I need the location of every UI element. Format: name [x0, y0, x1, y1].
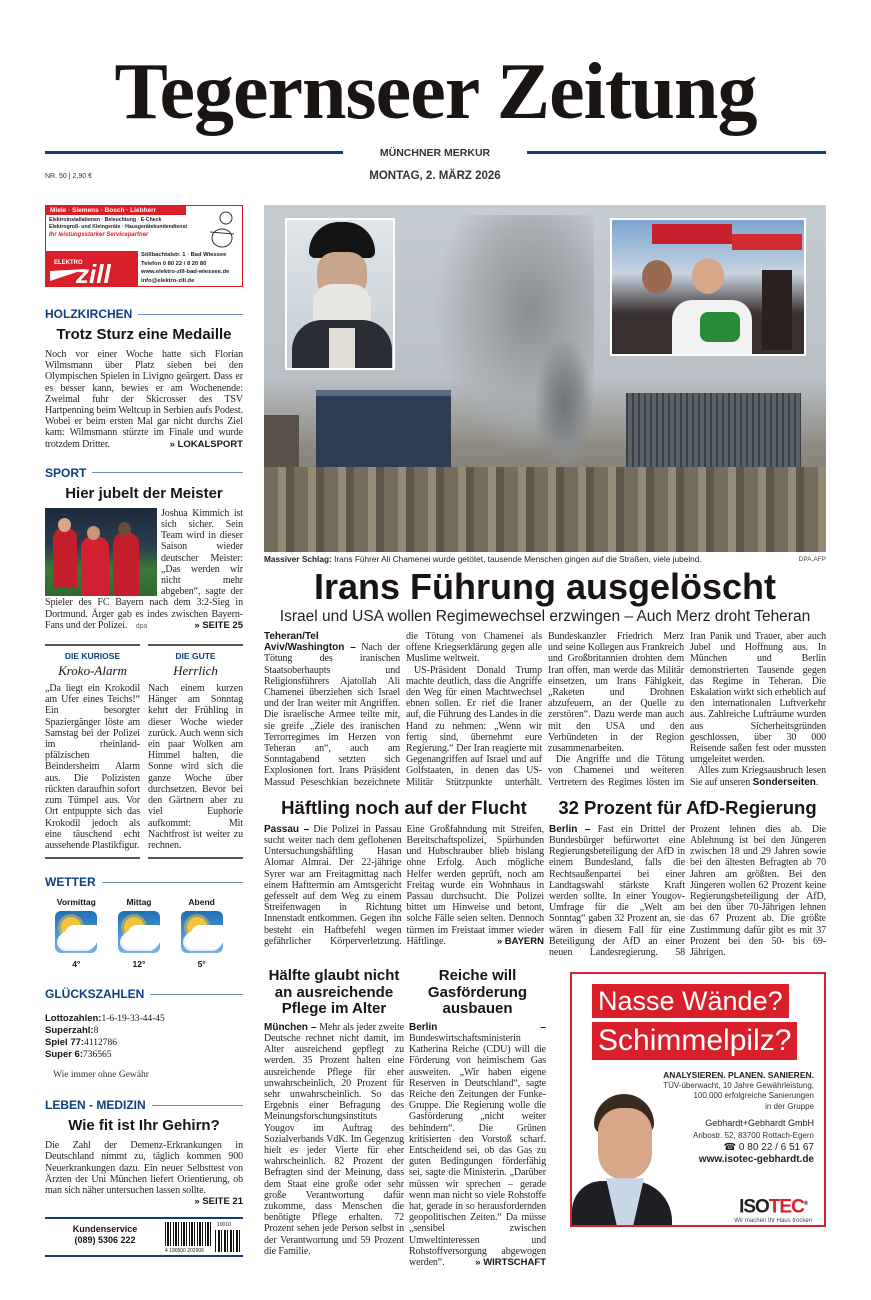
issue-date: MONTAG, 2. MÄRZ 2026	[369, 170, 501, 182]
teaser-medizin[interactable]	[45, 1098, 243, 1207]
lottery-note: Wie immer ohne Gewähr	[53, 1070, 149, 1081]
article-gas-block	[409, 968, 546, 1268]
photo-credit: DPA,AFP	[798, 556, 826, 563]
ad-person-photo	[572, 1086, 672, 1227]
weather-box	[45, 875, 243, 969]
bottom-row	[264, 968, 826, 1268]
lead-paragraph: US-Präsident Donald Trump machte deutlich, dass die Angriffe den Weg für einen Machtwechsel ebnen sollen. Er rief die Iraner auf, die Führung des Landes in die Hand zu nehmen: „Wenn wir fertig sind, übernehmt eure Regierung.“ Der Iran reagierte mit Gegenangriffen auf Israel und auf Golfstaaten, in denen das US-Militär Stützpunkte unterhält. Bundeskanzler Friedrich Merz und seine Kollegen aus Frankreich und Großbritannien drohten dem Iran offen, man werde das Militär einsetzen, um Irans Fähigkeit, „Raketen und Drohnen abzufeuern, an der Quelle zu zerstören“. Dazu werde man auch mit den USA und den Verbündeten in der Region zusammenarbeiten.	[406, 631, 684, 788]
issue-info: NR. 50 | 2,90 €	[45, 173, 92, 180]
section-link[interactable]: » SEITE 21	[194, 1196, 243, 1208]
service-label: Kundenservice	[72, 1224, 138, 1235]
sun-cloud-icon	[118, 911, 160, 953]
weather-temp: 5°	[197, 959, 206, 970]
lottery-row: Lottozahlen:1-6-19-33-44-45	[45, 1013, 165, 1025]
svg-text:zill: zill	[76, 259, 111, 287]
mascot-icon	[206, 210, 238, 250]
section-link[interactable]: » WIRTSCHAFT	[475, 1257, 546, 1269]
special-pages-link[interactable]: Sonderseiten	[752, 776, 816, 788]
lead-paragraph: Alles zum Kriegsausbruch lesen Sie auf unseren Sonderseiten.	[690, 765, 826, 788]
caption-lead: Massiver Schlag:	[264, 554, 332, 564]
barcode	[165, 1222, 243, 1254]
section-kicker: HOLZKIRCHEN	[45, 307, 243, 321]
teaser-text: Nach einem kurzen Hänger am Sonntag kehrt der Frühling in dieser Woche wieder zurück. Auch wenn sich ein paar Wolken am Himmel halten, die Sonne wird sich die ganze Woche über durchsetzen. Bevor bei den Gärtnern aber zu viel Euphorie aufkommt: Mit Nachtfrost ist weiter zu rechnen.	[148, 683, 243, 851]
dateline: Teheran/Tel Aviv/Washington –	[264, 631, 356, 654]
lottery-box	[45, 987, 243, 1080]
ad-website[interactable]: www.elektro-zill-bad-wiessee.de	[141, 269, 230, 276]
ad-phone: 0 80 22 / 6 51 67	[738, 1142, 814, 1154]
lottery-row: Super 6:736565	[45, 1049, 112, 1061]
ad-text: TÜV-überwacht, 10 Jahre Gewährleistung,	[663, 1080, 814, 1090]
portrait-inset	[285, 218, 395, 370]
article-headline[interactable]: 32 Prozent für AfD-Regierung	[558, 796, 817, 818]
teaser-text: Die Zahl der Demenz-Erkrankungen in Deutschland nimmt zu, täglich kommen 900 Neuerkrankungen dazu. Ein neuer Selbsttest von Ärzten der Uni München liefert Orientierung, ob man sich näher untersuchen lassen sollte. » SEITE 21	[45, 1140, 243, 1208]
kuriose-gute-row	[45, 644, 243, 859]
ad-elektro-zill[interactable]	[45, 205, 243, 287]
article-haeftling-block	[264, 797, 544, 958]
article-headline[interactable]: Hälfte glaubt nicht an ausreichende Pflege im Alter	[268, 967, 400, 1018]
barcode-addon: 10010	[217, 1222, 231, 1229]
ad-email[interactable]: info@elektro-zill.de	[141, 277, 195, 284]
section-kicker: WETTER	[45, 875, 243, 889]
sun-cloud-icon	[181, 911, 223, 953]
caption-text: Irans Führer Ali Chamenei wurde getötet, tausende Menschen gingen auf die Straßen, viele jubelnd.	[334, 554, 702, 564]
ad-phone: Telefon 0 80 22 / 8 20 80	[141, 260, 207, 267]
photo-credit: dpa	[135, 622, 148, 630]
teaser-gute[interactable]	[148, 644, 243, 859]
ad-address: Aribostr. 52, 83700 Rottach-Egern	[693, 1130, 814, 1140]
masthead-subtitle: MÜNCHNER MERKUR	[379, 147, 491, 159]
ad-brands: Miele · Siemens · Bosch · Liebherr	[46, 206, 186, 215]
ad-website[interactable]: www.isotec-gebhardt.de	[698, 1153, 814, 1165]
logo-claim: Wir machen Ihr Haus trocken	[734, 1217, 812, 1224]
dateline: München –	[264, 1021, 317, 1033]
ad-text: 100.000 erfolgreiche Sanierungen	[693, 1091, 814, 1101]
article-headline[interactable]: Häftling noch auf der Flucht	[281, 796, 527, 818]
teaser-headline[interactable]: Herrlich	[173, 663, 218, 679]
lottery-row: Spiel 77:4112786	[45, 1037, 117, 1049]
ad-company: Gebhardt+Gebhardt GmbH	[705, 1118, 814, 1129]
article-headline[interactable]: Reiche will Gasförderung ausbauen	[427, 967, 528, 1018]
lead-article	[264, 631, 826, 788]
protest-photo-inset	[610, 218, 806, 356]
ad-headline: Nasse Wände?	[592, 984, 789, 1018]
teaser-text: „Da liegt ein Krokodil am Ufer eines Teichs!“ Ein besorgter Spaziergänger löste am Samstag bei der Polizei im rheinland-pfälzischen Beindersheim Alarm aus. Die Polizisten rückten daraufhin sofort zum Tümpel aus. Vor Ort entpuppte sich das Krokodil jedoch als eine täuschend echt aussehende Plastikfigur.	[45, 683, 140, 851]
section-link[interactable]: » BAYERN	[496, 935, 544, 947]
teaser-headline[interactable]: Kroko-Alarm	[58, 663, 127, 679]
article-gas: Berlin – Bundeswirtschaftsministerin Katherina Reiche (CDU) will die Förderung von heimischem Gas ausweiten. „Wir haben eigene Reserven in Deutschland“, sagte Reiche den Zeitungen der Funke-Gruppe. Die Regierung wolle die Gasförderung „nicht weiter behindern“. Die Grünen kritisierten den Vorstoß scharf. Entscheidend sei, ob das Gas zu guten Bedingungen förderfähig sei, sagte die Ministerin. „Darüber müssen wir sprechen – gerade wenn man nicht so viele Rohstoffe hat, gerade in so herausfordernden geopolitischen Zeiten.“ Da müsse „sensibel zwischen Umweltinteressen und Rohstoffversorgung abgewogen werden“. » WIRTSCHAFT	[409, 1021, 546, 1269]
teaser-text: Noch vor einer Woche hatte sich Florian Wilmsmann über Platz sieben bei den Olympischen Spielen in Livigno geärgert. Dass er es besser kann, bewies er am Wochenende: Zweimal fuhr der Skicrosser des TSV Hartpenning beim Weltcup in Serbien aufs Podest. Wobei er beim ersten Mal gar nicht durchs Ziel kam: Wilmsmann stürzte im Finale und wurde trotzdem Dritter. » LOKALSPORT	[45, 349, 243, 450]
weather-temp: 12°	[132, 959, 146, 970]
article-haeftling: Passau – Die Polizei in Passau sucht weiter nach dem geflohenen Untersuchungshäftling Hasan Alomar Almrai. Der 22-jährige Syrer war am Freitagmittag nach einem Hafttermin am Amtsgericht gefesselt auf dem Weg zu einem Streifenwagen in Richtung Innenstadt entkommen. Gegen ihn besteht ein Haftbefehl wegen gefährlicher Körperverletzung. Eine Großfahndung mit Streifen, Bereitschaftspolizei, Spürhunden und Hubschrauber blieb bislang ohne Erfolg. Auch mögliche Helfer werden geprüft, noch am Freitag wurde ein Wohnhaus in Passau durchsucht. Die Polizei bittet um Hinweise und betont, solche Fälle seien selten. Dennoch türmen im Freistaat immer wieder Häftlinge. » BAYERN	[264, 823, 544, 947]
lead-paragraph: Die Angriffe und die Tötung von Chamenei und weiteren Vertretern des Regimes lösten im Iran Panik und Trauer, aber auch Jubel und Hoffnung aus. In München und Berlin demonstrierten Tausende gegen das Regime in Teheran. Die Eskalation wirkt sich erheblich auf den internationalen Luftverkehr aus. Zahlreiche Lufträume wurden aus Sicherheitsgründen geschlossen, über 30 000 Reisende saßen fest oder mussten umgeleitet werden.	[548, 631, 826, 788]
masthead-rule-right	[527, 151, 826, 154]
masthead-title: Tegernseer Zeitung	[114, 48, 757, 136]
article-pflege: München – Mehr als jeder zweite Deutsche rechnet nicht damit, im Alter ausreichend gepflegt zu werden. 35 Prozent halten eine ausreichende Pflege für eher unwahrscheinlich, 20 Prozent für sehr unwahrscheinlich. So das Ergebnis einer Befragung des Meinungsforschungsinstituts Yougov im Auftrag des Sozialverbands VdK. Im Gegenzug hielt es jeder Vierte für eher wahrscheinlich. 82 Prozent der Befragten sind der Meinung, dass dem Staat eine große oder sehr große Verantwortung dafür zukomme, dass Menschen die benötigte Pflege erhalten. 72 Prozent sehen jede Person selbst in der Verantwortung und 59 Prozent die Familie.	[264, 1021, 404, 1257]
isotec-logo: ISOTEC® Wir machen Ihr Haus trocken	[734, 1196, 812, 1224]
lead-headline[interactable]: Irans Führung ausgelöscht	[313, 566, 777, 607]
teaser-sport[interactable]	[45, 466, 243, 632]
left-column	[45, 205, 243, 1257]
teaser-headline[interactable]: Wie fit ist Ihr Gehirn?	[68, 1117, 220, 1135]
ad-line: Elektroinstallationen · Beleuchtung · E-Check	[49, 217, 162, 223]
article-pflege-block	[264, 968, 404, 1257]
ad-isotec[interactable]	[570, 972, 826, 1227]
section-kicker: DIE GUTE	[175, 651, 216, 662]
section-link[interactable]: » LOKALSPORT	[169, 438, 243, 450]
ad-line: Elektrogroß- und Kleingeräte · Hausgerätekundendienst	[49, 224, 188, 230]
lead-photo	[264, 205, 826, 552]
weather-slot-label: Mittag	[126, 897, 152, 908]
lead-subhead: Israel und USA wollen Regimewechsel erzwingen – Auch Merz droht Teheran	[279, 608, 811, 625]
dateline: Passau –	[264, 823, 310, 835]
sport-photo	[45, 508, 157, 596]
teaser-holzkirchen[interactable]	[45, 307, 243, 450]
teaser-kuriose[interactable]	[45, 644, 140, 859]
weather-slot-label: Abend	[188, 897, 215, 908]
svg-text:ELEKTRO: ELEKTRO	[54, 260, 83, 266]
lead-caption	[264, 554, 826, 565]
weather-slot	[174, 897, 229, 969]
section-kicker: LEBEN - MEDIZIN	[45, 1098, 243, 1112]
ad-headline: Schimmelpilz?	[592, 1022, 797, 1060]
weather-temp: 4°	[72, 959, 81, 970]
lead-paragraph: Nach der Tötung des iranischen Staatsoberhaupts und Religionsführers Ajatollah Ali Chamenei überziehen sich Israel und der Iran weiter mit Angriffen. Die israelische Armee teilte mit, sie greife „Ziele des iranischen Terrorregimes im Herzen von Teheran an“, auch am Sonntagabend setzten sich Explosionen fort. Irans Präsident Massud Peseschkian bezeichnete die Tötung von Chamenei als offene Kriegserklärung gegen alle Muslime weltweit.	[264, 631, 542, 788]
service-phone: (089) 5306 222	[74, 1235, 136, 1246]
teaser-headline[interactable]: Trotz Sturz eine Medaille	[56, 326, 232, 343]
section-kicker: SPORT	[45, 466, 243, 480]
article-afd-block	[549, 797, 826, 958]
issue-price: 2,90 €	[72, 173, 92, 180]
ad-slogan: Ihr leistungsstarker Servicepartner	[49, 232, 149, 238]
dateline: Berlin –	[409, 1021, 546, 1033]
elektro-zill-logo	[46, 251, 138, 287]
article-afd: Berlin – Fast ein Drittel der Bundesbürger befürwortet eine Regierungsbeteiligung der AfD in einem Bundesland, falls die Rechtsaußenpartei bei einer Landtagswahl stärkste Kraft werden sollte. In einer Yougov-Umfrage für die „Welt am Sonntag“ gaben 32 Prozent an, sie wären in diesem Fall für eine Beteiligung der AfD an einer neuen Landesregierung. 58 Prozent lehnen dies ab. Die Ablehnung ist bei den Jüngeren zwischen 18 und 29 Jahren sowie bei den ältesten Befragten ab 70 Jahren am größten. Bei den Jüngeren wollen 62 Prozent keine Regierungsbeteiligung der AfD, bei den über 70-Jährigen lehnen das 67 Prozent ab. Die größte Zustimmung dafür gibt es mit 37 Prozent bei den 50- bis 69-Jährigen.	[549, 823, 826, 959]
phone-icon: ☎	[723, 1142, 737, 1154]
issue-number: NR. 50	[45, 173, 67, 180]
ad-tagline: ANALYSIEREN. PLANEN. SANIEREN.	[663, 1070, 814, 1081]
dateline: Berlin –	[549, 823, 591, 835]
lottery-row: Superzahl:8	[45, 1025, 99, 1037]
masthead-rule-left	[45, 151, 343, 154]
weather-slot-label: Vormittag	[56, 897, 96, 908]
customer-service	[45, 1224, 165, 1246]
ad-text: in der Gruppe	[765, 1101, 814, 1111]
sun-cloud-icon	[55, 911, 97, 953]
section-kicker: DIE KURIOSE	[64, 651, 121, 662]
weather-slot	[49, 897, 104, 969]
barcode-number: 4 190500 202906	[165, 1248, 204, 1255]
weather-slot	[111, 897, 166, 969]
ad-address: Söllbachtalstr. 1 · Bad Wiessee	[141, 252, 227, 258]
section-kicker: GLÜCKSZAHLEN	[45, 987, 243, 1001]
teaser-text: Joshua Kimmich ist sich sicher. Sein Team wird in dieser Saison wieder deutscher Meister: „Das werden wir nicht mehr abgeben“, sagte der Spieler des FC Bayern nach dem 3:2-Sieg in Dortmund. Ärger gab es indes zwischen Bayern-Fans und der Polizei. dpa » SEITE 25	[45, 507, 243, 631]
main-column	[264, 554, 826, 1268]
teaser-headline[interactable]: Hier jubelt der Meister	[65, 484, 223, 502]
secondary-articles	[264, 797, 826, 958]
section-link[interactable]: » SEITE 25	[194, 619, 243, 631]
footer-box	[45, 1217, 243, 1257]
